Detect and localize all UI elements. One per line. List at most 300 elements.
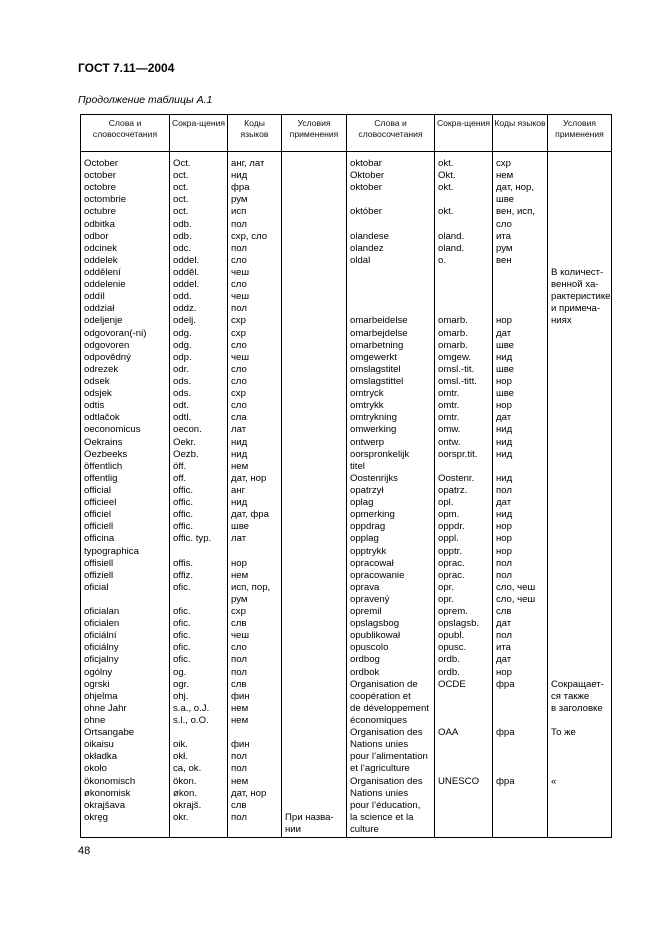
abbreviation-cell: oct. xyxy=(170,194,228,206)
usage-condition-cell xyxy=(548,340,612,352)
language-code-cell: нид xyxy=(493,437,548,449)
usage-condition-cell xyxy=(282,654,347,666)
language-code-cell: ита xyxy=(493,231,548,243)
usage-condition-cell xyxy=(282,485,347,497)
language-code-cell: фра xyxy=(228,182,282,194)
usage-condition-cell xyxy=(282,679,347,691)
language-code-cell: шве xyxy=(228,521,282,533)
language-code-cell: сло xyxy=(493,219,548,231)
usage-condition-cell xyxy=(282,231,347,243)
usage-condition-cell xyxy=(548,812,612,824)
word-cell: october xyxy=(81,170,170,182)
abbreviation-cell: ordb. xyxy=(435,654,493,666)
abbreviation-cell xyxy=(435,788,493,800)
language-code-cell: чеш xyxy=(228,291,282,303)
abbreviation-cell: odd. xyxy=(170,291,228,303)
abbreviation-cell: opr. xyxy=(435,582,493,594)
usage-condition-cell xyxy=(282,727,347,739)
table-body xyxy=(81,152,612,838)
usage-condition-cell xyxy=(548,715,612,727)
word-cell: odrezek xyxy=(81,364,170,376)
word-cell: Nations unies xyxy=(347,788,435,800)
abbreviation-cell: omarb. xyxy=(435,328,493,340)
abbreviation-cell: omgew. xyxy=(435,352,493,364)
language-code-cell: шве xyxy=(493,340,548,352)
language-code-cell: ита xyxy=(493,642,548,654)
usage-condition-cell xyxy=(282,255,347,267)
word-cell: oddelek xyxy=(81,255,170,267)
abbreviation-cell: oddel. xyxy=(170,255,228,267)
language-code-cell: сло xyxy=(228,279,282,291)
word-cell: odtlačok xyxy=(81,412,170,424)
usage-condition-cell xyxy=(548,751,612,763)
word-cell: official xyxy=(81,485,170,497)
table-row xyxy=(81,788,612,800)
usage-condition-cell xyxy=(548,630,612,642)
word-cell xyxy=(347,194,435,206)
abbreviation-cell xyxy=(435,291,493,303)
table-row xyxy=(81,582,612,594)
abbreviation-cell: Oct. xyxy=(170,158,228,170)
language-code-cell xyxy=(228,824,282,837)
table-row xyxy=(81,727,612,739)
table-row xyxy=(81,606,612,618)
language-code-cell: сло, чеш xyxy=(493,582,548,594)
column-header: Условия применения xyxy=(548,115,612,152)
table-row xyxy=(81,642,612,654)
usage-condition-cell xyxy=(548,388,612,400)
language-code-cell: шве xyxy=(493,388,548,400)
usage-condition-cell xyxy=(548,231,612,243)
usage-condition-cell xyxy=(548,485,612,497)
language-code-cell: дат xyxy=(493,497,548,509)
word-cell: offentlig xyxy=(81,473,170,485)
usage-condition-cell xyxy=(548,449,612,461)
usage-condition-cell xyxy=(282,606,347,618)
language-code-cell: схр xyxy=(228,388,282,400)
word-cell xyxy=(347,279,435,291)
language-code-cell: нем xyxy=(228,776,282,788)
abbreviation-cell: omtr. xyxy=(435,400,493,412)
usage-condition-cell xyxy=(282,533,347,545)
abbreviation-cell xyxy=(435,763,493,775)
word-cell: de développement xyxy=(347,703,435,715)
table-row xyxy=(81,533,612,545)
usage-condition-cell: ниях xyxy=(548,315,612,327)
word-cell: odbitka xyxy=(81,219,170,231)
usage-condition-cell xyxy=(282,570,347,582)
usage-condition-cell xyxy=(548,497,612,509)
language-code-cell: нор xyxy=(493,315,548,327)
word-cell: ogólny xyxy=(81,667,170,679)
word-cell: la science et la xyxy=(347,812,435,824)
usage-condition-cell xyxy=(548,182,612,194)
language-code-cell: нем xyxy=(228,715,282,727)
abbreviation-cell: oecon. xyxy=(170,424,228,436)
table-row xyxy=(81,739,612,751)
word-cell: oprava xyxy=(347,582,435,594)
abbreviation-cell: omtr. xyxy=(435,388,493,400)
language-code-cell: сло xyxy=(228,255,282,267)
usage-condition-cell xyxy=(282,437,347,449)
word-cell: ontwerp xyxy=(347,437,435,449)
language-code-cell: фин xyxy=(228,739,282,751)
abbreviation-cell: Oekr. xyxy=(170,437,228,449)
abbreviation-cell: ontw. xyxy=(435,437,493,449)
abbreviation-cell xyxy=(435,303,493,315)
language-code-cell: сло xyxy=(228,364,282,376)
abbreviation-cell: ohj. xyxy=(170,691,228,703)
abbreviation-cell: ofic. xyxy=(170,606,228,618)
table-row xyxy=(81,630,612,642)
word-cell: offiziell xyxy=(81,570,170,582)
table-row xyxy=(81,812,612,824)
abbreviation-cell xyxy=(435,194,493,206)
usage-condition-cell xyxy=(282,340,347,352)
abbreviation-cell: offic. xyxy=(170,521,228,533)
abbreviation-cell: opatrz. xyxy=(435,485,493,497)
language-code-cell: дат, фра xyxy=(228,509,282,521)
usage-condition-cell xyxy=(282,497,347,509)
language-code-cell: слв xyxy=(228,618,282,630)
table-row xyxy=(81,654,612,666)
table-row xyxy=(81,497,612,509)
usage-condition-cell xyxy=(282,412,347,424)
abbreviation-cell: öff. xyxy=(170,461,228,473)
abbreviation-cell: offic. xyxy=(170,497,228,509)
table-row xyxy=(81,315,612,327)
abbreviation-cell: oik. xyxy=(170,739,228,751)
document-id: ГОСТ 7.11—2004 xyxy=(78,61,175,75)
usage-condition-cell xyxy=(282,739,347,751)
word-cell: officiel xyxy=(81,509,170,521)
word-cell: ohjelma xyxy=(81,691,170,703)
abbreviation-cell: opusc. xyxy=(435,642,493,654)
abbreviation-cell: oprem. xyxy=(435,606,493,618)
word-cell: opuscolo xyxy=(347,642,435,654)
usage-condition-cell xyxy=(282,473,347,485)
usage-condition-cell xyxy=(282,715,347,727)
abbreviation-cell: oprac. xyxy=(435,570,493,582)
language-code-cell: дат, нор xyxy=(228,788,282,800)
word-cell: typographica xyxy=(81,546,170,558)
language-code-cell: пол xyxy=(228,763,282,775)
word-cell xyxy=(347,219,435,231)
abbreviation-cell: odděl. xyxy=(170,267,228,279)
table-row xyxy=(81,570,612,582)
abbreviation-cell: Oostenr. xyxy=(435,473,493,485)
table-row xyxy=(81,679,612,691)
word-cell: opublikował xyxy=(347,630,435,642)
usage-condition-cell xyxy=(282,364,347,376)
word-cell: octubre xyxy=(81,206,170,218)
language-code-cell xyxy=(493,267,548,279)
usage-condition-cell: То же xyxy=(548,727,612,739)
abbreviation-cell: OCDE xyxy=(435,679,493,691)
abbreviation-cell xyxy=(170,546,228,558)
usage-condition-cell xyxy=(282,667,347,679)
abbreviation-cell xyxy=(170,824,228,837)
abbreviation-cell: ofic. xyxy=(170,630,228,642)
abbreviation-cell xyxy=(435,691,493,703)
abbreviation-cell: opl. xyxy=(435,497,493,509)
word-cell xyxy=(347,291,435,303)
abbreviation-cell xyxy=(435,267,493,279)
table-row xyxy=(81,521,612,533)
usage-condition-cell xyxy=(548,412,612,424)
language-code-cell: чеш xyxy=(228,267,282,279)
column-header: Коды языков xyxy=(493,115,548,152)
word-cell: opravený xyxy=(347,594,435,606)
language-code-cell: пол xyxy=(228,219,282,231)
word-cell: ordbog xyxy=(347,654,435,666)
word-cell: oppdrag xyxy=(347,521,435,533)
language-code-cell: пол xyxy=(228,243,282,255)
usage-condition-cell xyxy=(282,509,347,521)
word-cell xyxy=(81,594,170,606)
language-code-cell: шве xyxy=(493,364,548,376)
word-cell: omtrykning xyxy=(347,412,435,424)
word-cell: Oostenrijks xyxy=(347,473,435,485)
word-cell: oldal xyxy=(347,255,435,267)
language-code-cell: схр xyxy=(228,328,282,340)
table-row xyxy=(81,824,612,837)
usage-condition-cell xyxy=(548,328,612,340)
usage-condition-cell xyxy=(282,352,347,364)
abbreviation-cell xyxy=(435,219,493,231)
usage-condition-cell xyxy=(548,824,612,837)
usage-condition-cell xyxy=(282,376,347,388)
usage-condition-cell xyxy=(548,606,612,618)
abbreviation-cell xyxy=(435,800,493,812)
language-code-cell xyxy=(493,763,548,775)
usage-condition-cell xyxy=(282,400,347,412)
language-code-cell: дат xyxy=(493,654,548,666)
table-row xyxy=(81,546,612,558)
word-cell: omarbeidelse xyxy=(347,315,435,327)
usage-condition-cell xyxy=(282,594,347,606)
usage-condition-cell xyxy=(282,279,347,291)
abbreviation-cell xyxy=(435,715,493,727)
usage-condition-cell xyxy=(282,642,347,654)
table-row xyxy=(81,219,612,231)
word-cell: offisiell xyxy=(81,558,170,570)
word-cell: omtrykk xyxy=(347,400,435,412)
abbreviation-cell: offis. xyxy=(170,558,228,570)
abbreviation-cell: opubl. xyxy=(435,630,493,642)
language-code-cell: пол xyxy=(493,570,548,582)
language-code-cell: нем xyxy=(228,570,282,582)
usage-condition-cell: Сокращает- xyxy=(548,679,612,691)
language-code-cell: слв xyxy=(228,679,282,691)
language-code-cell: нор xyxy=(493,521,548,533)
language-code-cell: рум xyxy=(228,594,282,606)
word-cell: omarbejdelse xyxy=(347,328,435,340)
usage-condition-cell xyxy=(548,582,612,594)
language-code-cell: исп, пор, xyxy=(228,582,282,594)
usage-condition-cell: ся также xyxy=(548,691,612,703)
word-cell: odcinek xyxy=(81,243,170,255)
word-cell: omgewerkt xyxy=(347,352,435,364)
usage-condition-cell xyxy=(548,364,612,376)
word-cell: Organisation des xyxy=(347,776,435,788)
word-cell: opmerking xyxy=(347,509,435,521)
language-code-cell: нор xyxy=(493,376,548,388)
word-cell: ohne xyxy=(81,715,170,727)
abbreviation-cell: odt. xyxy=(170,400,228,412)
word-cell: oikaisu xyxy=(81,739,170,751)
abbreviation-cell: ofic. xyxy=(170,654,228,666)
usage-condition-cell xyxy=(548,461,612,473)
language-code-cell: дат, нор xyxy=(228,473,282,485)
word-cell: Nations unies xyxy=(347,739,435,751)
usage-condition-cell xyxy=(548,594,612,606)
abbreviation-cell xyxy=(435,824,493,837)
abbreviation-cell: off. xyxy=(170,473,228,485)
usage-condition-cell xyxy=(548,243,612,255)
usage-condition-cell xyxy=(282,206,347,218)
usage-condition-cell xyxy=(548,570,612,582)
word-cell: Oekrains xyxy=(81,437,170,449)
usage-condition-cell xyxy=(282,776,347,788)
abbreviation-cell xyxy=(435,703,493,715)
word-cell: Oezbeeks xyxy=(81,449,170,461)
abbreviation-cell: odc. xyxy=(170,243,228,255)
word-cell: oficiální xyxy=(81,630,170,642)
abbreviation-cell: odb. xyxy=(170,231,228,243)
language-code-cell xyxy=(493,279,548,291)
language-code-cell: чеш xyxy=(228,352,282,364)
usage-condition-cell: в заголовке xyxy=(548,703,612,715)
language-code-cell: нид xyxy=(228,437,282,449)
word-cell: ogrski xyxy=(81,679,170,691)
usage-condition-cell xyxy=(282,800,347,812)
word-cell: October xyxy=(81,158,170,170)
word-cell: odgovoran(-ni) xyxy=(81,328,170,340)
usage-condition-cell xyxy=(282,291,347,303)
word-cell: opremil xyxy=(347,606,435,618)
table-row xyxy=(81,509,612,521)
word-cell: Ortsangabe xyxy=(81,727,170,739)
word-cell: oficialan xyxy=(81,606,170,618)
word-cell: opracował xyxy=(347,558,435,570)
word-cell: odsjek xyxy=(81,388,170,400)
usage-condition-cell: рактеристике xyxy=(548,291,612,303)
usage-condition-cell xyxy=(282,763,347,775)
word-cell: økonomisk xyxy=(81,788,170,800)
abbreviation-cell: offic. xyxy=(170,485,228,497)
language-code-cell: сла xyxy=(228,412,282,424)
language-code-cell xyxy=(493,812,548,824)
language-code-cell: нид xyxy=(493,509,548,521)
word-cell: oorspronkelijk xyxy=(347,449,435,461)
usage-condition-cell xyxy=(548,521,612,533)
word-cell xyxy=(347,303,435,315)
usage-condition-cell xyxy=(548,473,612,485)
usage-condition-cell xyxy=(548,170,612,182)
usage-condition-cell xyxy=(282,315,347,327)
table-row xyxy=(81,388,612,400)
usage-condition-cell xyxy=(548,437,612,449)
word-cell: omarbetning xyxy=(347,340,435,352)
abbreviation-cell: opslagsb. xyxy=(435,618,493,630)
word-cell xyxy=(347,267,435,279)
usage-condition-cell: венной ха- xyxy=(548,279,612,291)
word-cell: opptrykk xyxy=(347,546,435,558)
language-code-cell xyxy=(493,691,548,703)
language-code-cell: пол xyxy=(493,558,548,570)
language-code-cell: пол xyxy=(228,654,282,666)
abbreviation-cell xyxy=(435,461,493,473)
word-cell: ordbok xyxy=(347,667,435,679)
word-cell: pour l’éducation, xyxy=(347,800,435,812)
abbreviation-cell xyxy=(435,739,493,751)
word-cell: oficialen xyxy=(81,618,170,630)
column-header: Сокра-щения xyxy=(170,115,228,152)
usage-condition-cell xyxy=(282,170,347,182)
language-code-cell: сло xyxy=(228,376,282,388)
usage-condition-cell xyxy=(282,546,347,558)
usage-condition-cell xyxy=(282,582,347,594)
language-code-cell: пол xyxy=(493,485,548,497)
word-cell: oktobar xyxy=(347,158,435,170)
word-cell: opslagsbog xyxy=(347,618,435,630)
usage-condition-cell xyxy=(282,521,347,533)
word-cell: coopération et xyxy=(347,691,435,703)
language-code-cell: схр, сло xyxy=(228,231,282,243)
abbreviation-cell: oct. xyxy=(170,170,228,182)
table-row xyxy=(81,691,612,703)
table-row xyxy=(81,303,612,315)
usage-condition-cell: и примеча- xyxy=(548,303,612,315)
usage-condition-cell xyxy=(282,788,347,800)
abbreviation-cell: oland. xyxy=(435,243,493,255)
abbreviation-cell xyxy=(170,594,228,606)
table-row xyxy=(81,667,612,679)
language-code-cell: нор xyxy=(493,533,548,545)
abbreviation-cell: oprac. xyxy=(435,558,493,570)
usage-condition-cell xyxy=(282,243,347,255)
column-header: Коды языков xyxy=(228,115,282,152)
usage-condition-cell xyxy=(548,558,612,570)
word-cell: oddíl xyxy=(81,291,170,303)
usage-condition-cell xyxy=(548,788,612,800)
table-row xyxy=(81,800,612,812)
word-cell: octombrie xyxy=(81,194,170,206)
abbreviation-cell: odelj. xyxy=(170,315,228,327)
language-code-cell: рум xyxy=(493,243,548,255)
usage-condition-cell xyxy=(548,739,612,751)
usage-condition-cell xyxy=(548,206,612,218)
table-row xyxy=(81,558,612,570)
language-code-cell: лат xyxy=(228,533,282,545)
word-cell: Organisation de xyxy=(347,679,435,691)
abbreviation-cell: ofic. xyxy=(170,642,228,654)
abbreviation-cell xyxy=(435,751,493,763)
usage-condition-cell xyxy=(282,461,347,473)
word-cell: około xyxy=(81,763,170,775)
table-row xyxy=(81,340,612,352)
word-cell: odgovoren xyxy=(81,340,170,352)
usage-condition-cell xyxy=(548,194,612,206)
table-row xyxy=(81,206,612,218)
word-cell: officina xyxy=(81,533,170,545)
word-cell: oddział xyxy=(81,303,170,315)
abbreviation-cell xyxy=(435,812,493,824)
language-code-cell: вен xyxy=(493,255,548,267)
language-code-cell: пол xyxy=(228,667,282,679)
word-cell: oplag xyxy=(347,497,435,509)
